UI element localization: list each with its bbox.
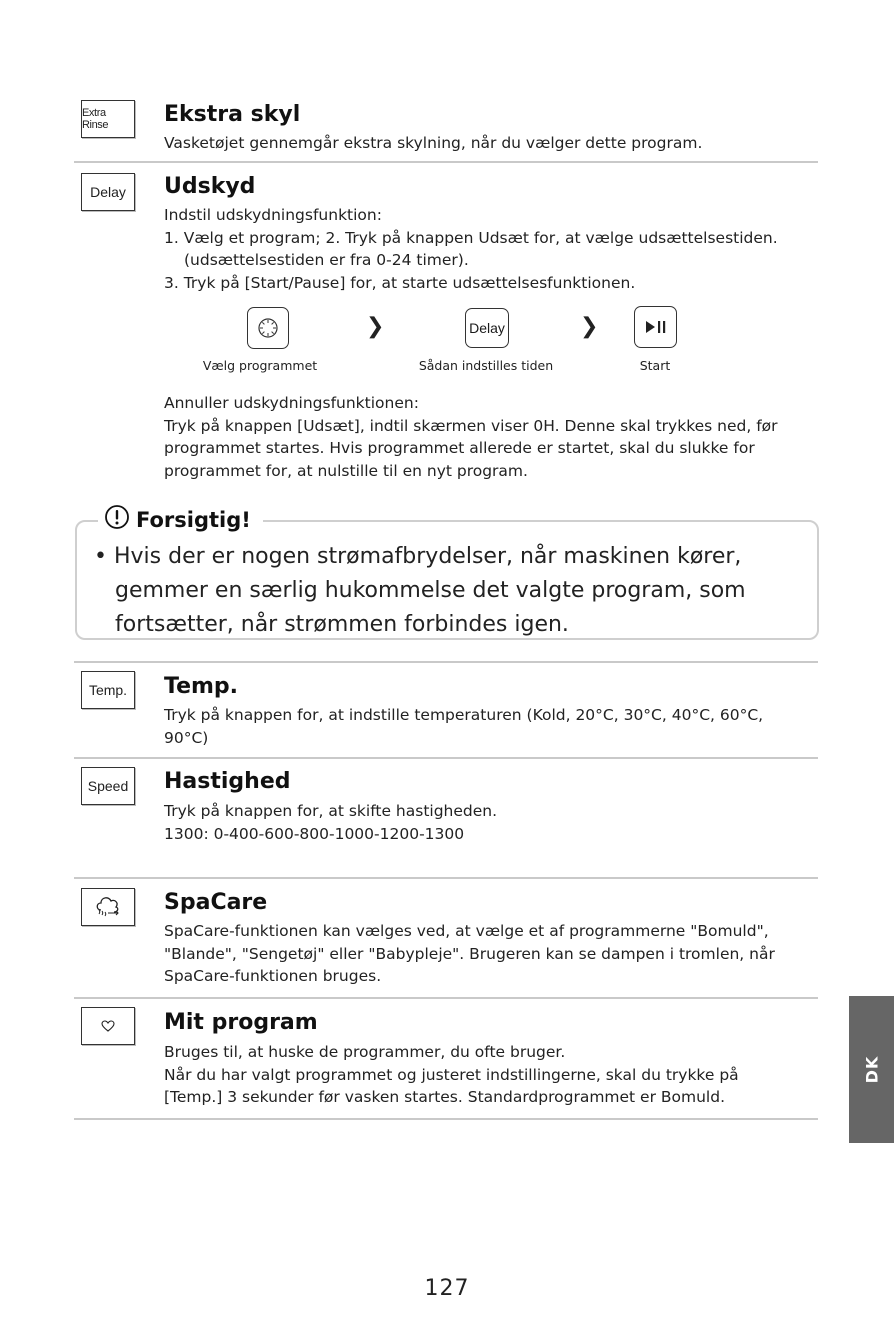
speed-title: Hastighed [164,769,291,794]
chevron-right-icon: ❯ [366,314,385,339]
extra-rinse-button-icon: Extra Rinse [81,100,135,138]
speed-button-icon: Speed [81,767,135,805]
temp-button-icon: Temp. [81,671,135,709]
language-tab-label: DK [862,1055,881,1084]
delay-button-icon: Delay [81,173,135,211]
caution-heading [98,504,263,535]
step-label: Sådan indstilles tiden [418,358,554,373]
divider [74,997,818,999]
divider [74,661,818,663]
chevron-right-icon: ❯ [580,314,599,339]
program-dial-icon [247,307,289,349]
extra-rinse-text: Vasketøjet gennemgår ekstra skylning, når du vælger dette program. [164,134,703,152]
temp-title: Temp. [164,674,239,699]
divider [74,757,818,759]
extra-rinse-title: Ekstra skyl [164,102,301,127]
steam-cloud-icon [81,888,135,926]
caution-text: • Hvis der er nogen strømafbrydelser, når maskinen kører, gemmer en særlig hukommelse det valgte program, som fortsætter, når strømmen forbindes igen. [94,544,746,637]
caution-title: Forsigtig! [136,507,251,532]
page-number: 127 [424,1276,470,1301]
delay-title: Udskyd [164,174,256,199]
delay-step-button: Delay [465,308,509,348]
speed-text: Tryk på knappen for, at skifte hastigheden. 1300: 0-400-600-800-1000-1200-1300 [164,802,498,843]
spacare-text: SpaCare-funktionen kan vælges ved, at vælge et af programmerne "Bomuld", "Blande", "Sengetøj" eller "Babypleje". Brugeren kan se dampen i tromlen, når SpaCare-funktionen bruges. [164,922,775,985]
temp-text: Tryk på knappen for, at indstille temperaturen (Kold, 20°C, 30°C, 40°C, 60°C, 90°C) [164,706,764,747]
my-program-text: Bruges til, at huske de programmer, du ofte bruger. Når du har valgt programmet og justeret indstillingerne, skal du trykke på [Temp.] 3 sekunder før vasken startes. Standardprogrammet er Bomuld. [164,1043,739,1106]
exclamation-circle-icon [104,504,130,535]
step-label: Start [639,358,671,373]
my-program-title: Mit program [164,1010,318,1035]
heart-icon [81,1007,135,1045]
delay-instructions: Indstil udskydningsfunktion: 1. Vælg et program; 2. Tryk på knappen Udsæt for, at vælge udsættelsestiden. (udsættelsestiden er fra 0-24 timer). 3. Tryk på [Start/Pause] for, at starte udsættelsesfunktionen. [164,206,778,292]
play-pause-icon [634,306,677,348]
divider [74,161,818,163]
divider [74,877,818,879]
divider [74,1118,818,1120]
delay-cancel-text: Annuller udskydningsfunktionen: Tryk på knappen [Udsæt], indtil skærmen viser 0H. Denne skal trykkes ned, før programmet startes. Hvis programmet allerede er startet, skal du slukke for programmet for, at nulstille til en nyt program. [164,394,778,480]
step-label: Vælg programmet [202,358,318,373]
language-tab [849,996,894,1143]
spacare-title: SpaCare [164,890,268,915]
